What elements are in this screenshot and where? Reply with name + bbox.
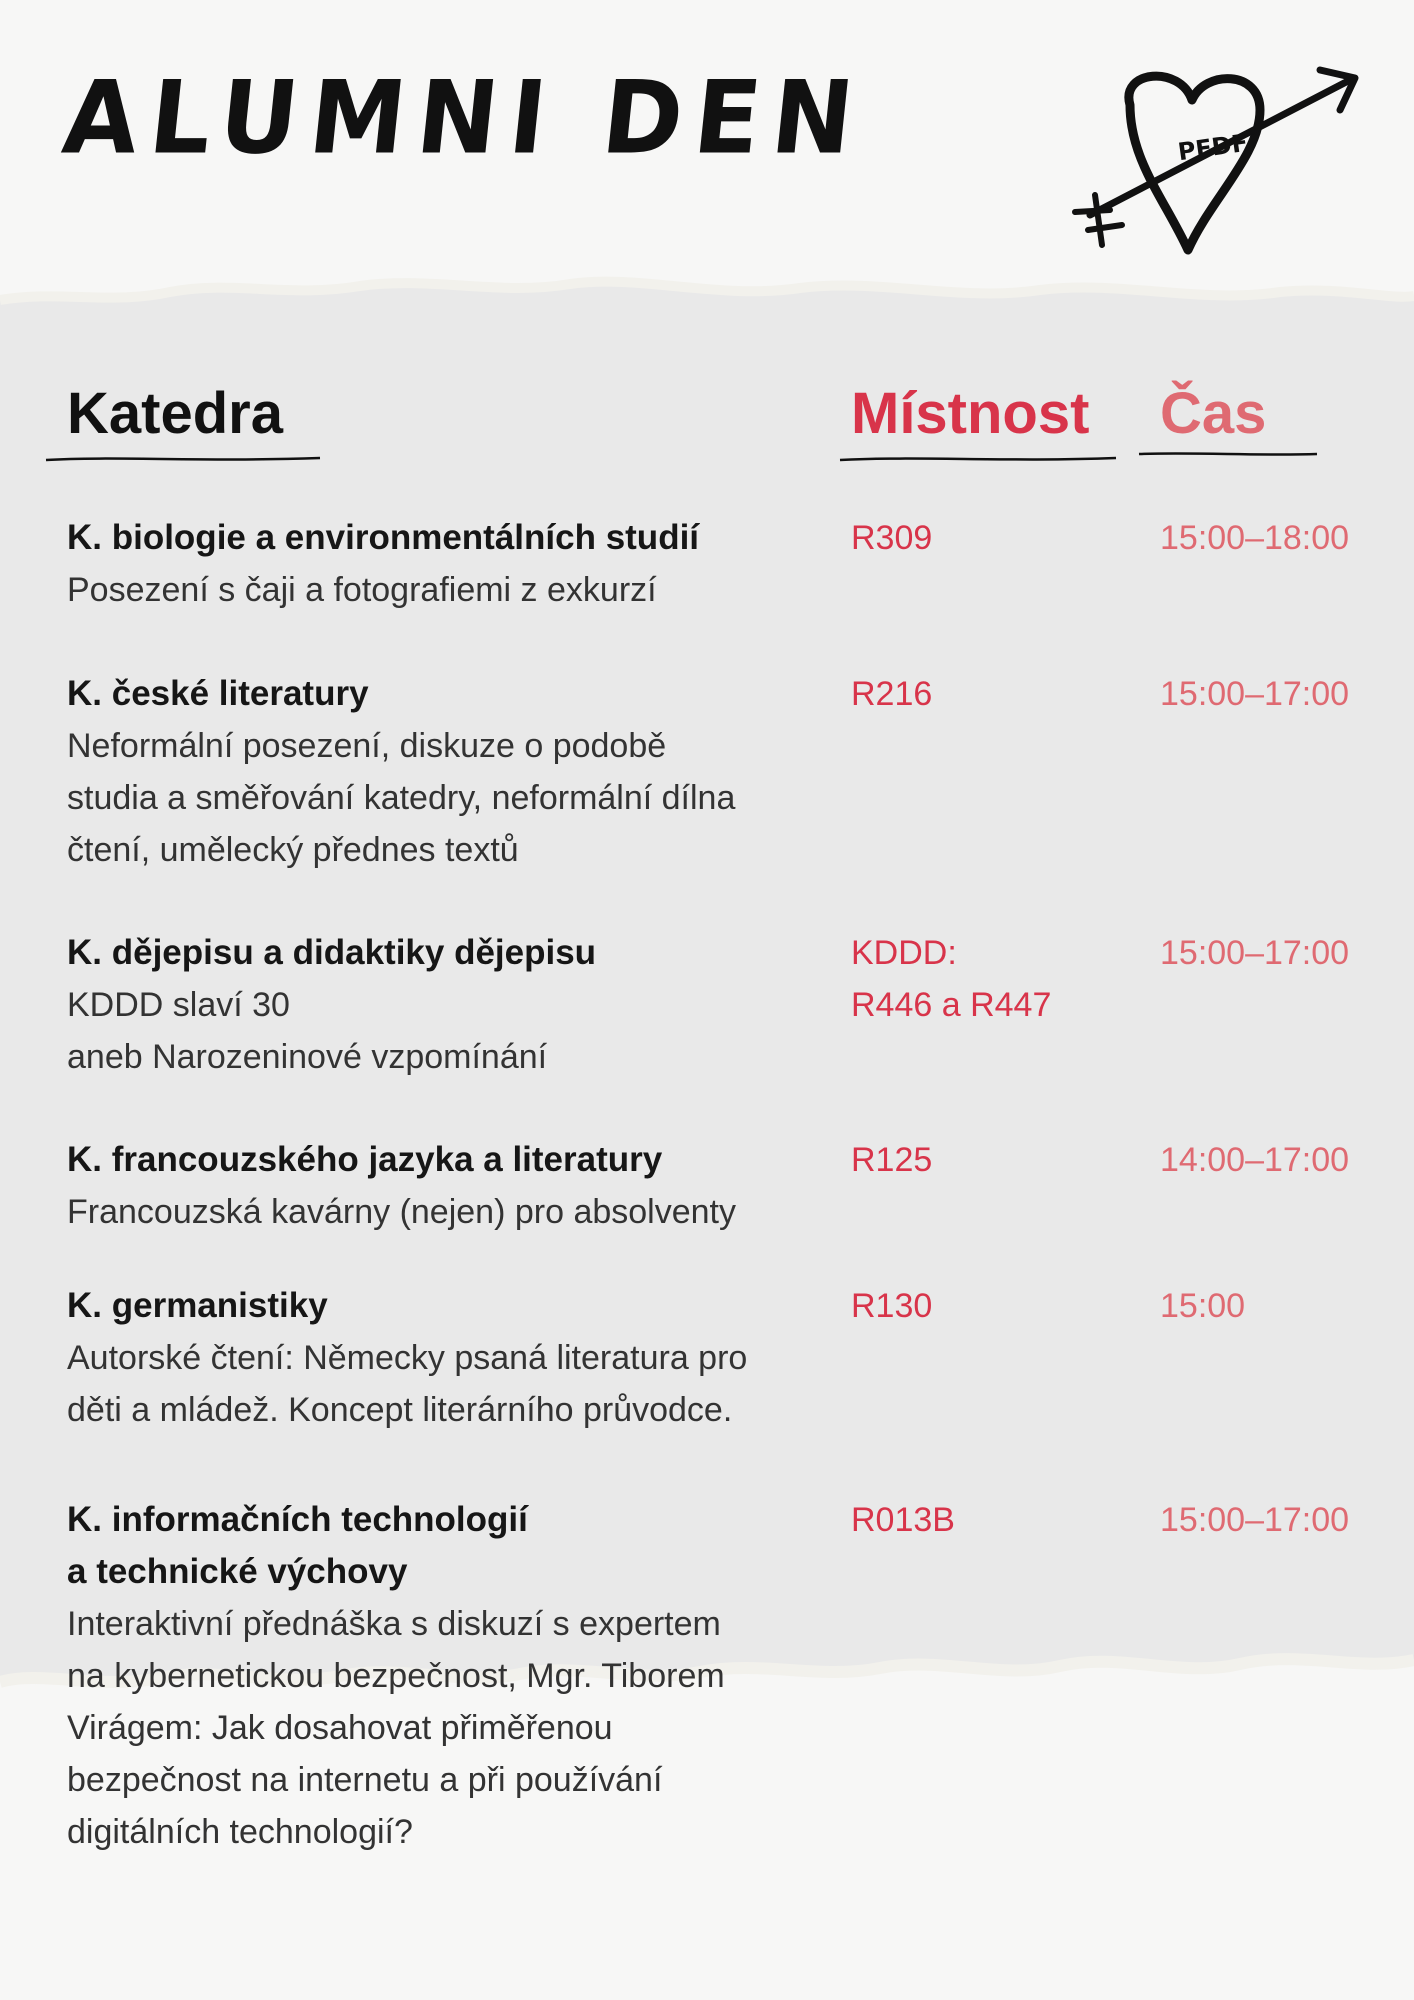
list-item (67, 512, 1357, 616)
department-name: K. dějepisu a didaktiky dějepisu (67, 933, 597, 972)
department-name: K. francouzského jazyka a literatury (67, 1140, 663, 1179)
department-name: K. germanistiky (67, 1286, 328, 1325)
department-description: Interaktivní přednáška s diskuzí s expertem na kybernetickou bezpečnost, Mgr. Tiborem Virágem: Jak dosahovat přiměřenou bezpečnost na internetu a při používání digitálních technologií? (67, 1605, 725, 1851)
department-description: Posezení s čaji a fotografiemi z exkurzí (67, 571, 657, 609)
cas-underline (1137, 446, 1321, 460)
mistnost-underline (838, 452, 1120, 466)
room: R130 (851, 1287, 933, 1325)
department-description: Francouzská kavárny (nejen) pro absolventy (67, 1193, 736, 1231)
department-name: K. české literatury (67, 674, 369, 713)
katedra-underline (44, 452, 324, 466)
list-item (67, 668, 1357, 876)
list-item (67, 927, 1357, 1083)
logo-text: PEDF (1176, 128, 1250, 167)
header-cas: Čas (1160, 381, 1267, 446)
room: R309 (851, 519, 933, 557)
department-name: K. informačních technologií a technické výchovy (67, 1500, 528, 1591)
list-item (67, 1280, 1357, 1436)
header-mistnost: Místnost (851, 381, 1090, 446)
list-item (67, 1134, 1357, 1238)
time: 15:00–17:00 (1160, 1501, 1350, 1539)
department-description: KDDD slaví 30 aneb Narozeninové vzpomínání (67, 986, 548, 1076)
department-description: Autorské čtení: Německy psaná literatura pro děti a mládež. Koncept literárního průvodce. (67, 1339, 748, 1429)
department-description: Neformální posezení, diskuze o podobě studia a směřování katedry, neformální dílna čtení, umělecký přednes textů (67, 727, 736, 869)
time: 15:00 (1160, 1287, 1246, 1325)
time: 15:00–17:00 (1160, 675, 1350, 713)
department-name: K. biologie a environmentálních studií (67, 518, 700, 557)
header-katedra: Katedra (67, 381, 283, 446)
time: 14:00–17:00 (1160, 1141, 1350, 1179)
room: R125 (851, 1141, 933, 1179)
time: 15:00–18:00 (1160, 519, 1350, 557)
room: R013B (851, 1501, 955, 1539)
room: KDDD: R446 a R447 (851, 934, 1052, 1024)
page-title: ALUMNI DEN (57, 59, 871, 177)
room: R216 (851, 675, 933, 713)
list-item (67, 1494, 1357, 1858)
time: 15:00–17:00 (1160, 934, 1350, 972)
heart-arrow-logo (1070, 60, 1370, 260)
